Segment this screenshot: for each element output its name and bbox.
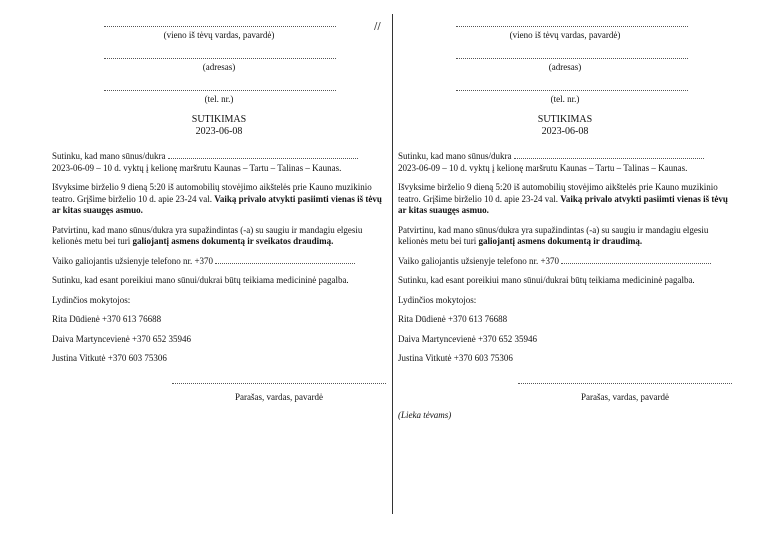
pickup-requirement: Vaiką privalo atvykti pasiimti vienas iš tėvų ar kitas suaugęs asmuo. bbox=[398, 193, 728, 215]
teachers-label: Lydinčios mokytojos: bbox=[52, 294, 131, 305]
medical-consent: Sutinku, kad esant poreikiui mano sūnui/dukrai būtų teikiama medicininė pagalba. bbox=[398, 275, 695, 285]
form-date: 2023-06-08 bbox=[195, 126, 243, 137]
parent-name-caption: (vieno iš tėvų vardas, pavardė) bbox=[509, 30, 621, 40]
teachers-label: Lydinčios mokytojos: bbox=[398, 294, 477, 305]
address-caption: (adresas) bbox=[202, 62, 236, 72]
child-phone-paragraph bbox=[398, 256, 732, 268]
page-divider bbox=[392, 14, 393, 514]
child-phone-paragraph bbox=[52, 256, 386, 268]
documents-requirement: galiojantį asmens dokumentą ir draudimą. bbox=[478, 236, 643, 246]
phone-caption: (tel. nr.) bbox=[204, 94, 234, 104]
confirmation-text: Patvirtinu, kad mano sūnus/dukra yra supažindintas (-a) su saugiu ir mandagiu elgesiu kelionės metu bei turi bbox=[52, 224, 363, 246]
phone-line[interactable] bbox=[456, 82, 688, 91]
signature-line[interactable] bbox=[172, 375, 386, 384]
phone-field bbox=[398, 82, 732, 104]
signature-caption: Parašas, vardas, pavardė bbox=[581, 391, 669, 402]
parent-name-field bbox=[398, 18, 732, 40]
signature-block bbox=[398, 375, 732, 402]
confirmation-text: Patvirtinu, kad mano sūnus/dukra yra supažindintas (-a) su saugiu ir mandagiu elgesiu kelionės metu bei turi bbox=[398, 224, 709, 246]
confirmation-paragraph bbox=[52, 225, 386, 248]
parent-copy-note: (Lieka tėvams) bbox=[398, 409, 452, 420]
child-name-line[interactable] bbox=[168, 158, 358, 159]
teacher-item: Daiva Martyncevienė +370 652 35946 bbox=[52, 333, 192, 344]
form-title: SUTIKIMAS bbox=[537, 114, 593, 125]
consent-start: Sutinku, kad mano sūnus/dukra bbox=[398, 151, 512, 161]
consent-paragraph bbox=[398, 151, 732, 174]
documents-requirement: galiojantį asmens dokumentą ir sveikatos draudimą. bbox=[132, 236, 334, 246]
signature-line[interactable] bbox=[518, 375, 732, 384]
form-title: SUTIKIMAS bbox=[191, 114, 247, 125]
parent-name-line[interactable] bbox=[456, 18, 688, 27]
teacher-item: Rita Dūdienė +370 613 76688 bbox=[52, 314, 162, 324]
address-field bbox=[398, 50, 732, 72]
parent-name-caption: (vieno iš tėvų vardas, pavardė) bbox=[163, 30, 275, 40]
parent-name-line[interactable] bbox=[104, 18, 336, 27]
pickup-requirement: Vaiką privalo atvykti pasiimti vienas iš tėvų ar kitas suaugęs asmuo. bbox=[52, 193, 382, 215]
departure-text: Išvyksime birželio 9 dieną 5:20 iš automobilių stovėjimo aikštelės prie Kauno muzikinio teatro. Grįšime birželio 10 d. apie 23-24 val. bbox=[52, 182, 372, 204]
address-field bbox=[52, 50, 386, 72]
teacher-item: Justina Vitkutė +370 603 75306 bbox=[398, 353, 513, 363]
address-caption: (adresas) bbox=[548, 62, 582, 72]
signature-caption: Parašas, vardas, pavardė bbox=[235, 391, 323, 402]
teacher-item: Daiva Martyncevienė +370 652 35946 bbox=[398, 333, 538, 344]
teacher-item: Rita Dūdienė +370 613 76688 bbox=[398, 314, 508, 324]
child-phone-line[interactable] bbox=[561, 263, 711, 264]
confirmation-paragraph bbox=[398, 225, 732, 248]
departure-paragraph bbox=[398, 182, 732, 217]
consent-rest: 2023-06-09 – 10 d. vyktų į kelionę maršrutu Kaunas – Tartu – Talinas – Kaunas. bbox=[52, 162, 342, 173]
form-date: 2023-06-08 bbox=[541, 126, 589, 137]
consent-form-right bbox=[398, 18, 732, 420]
child-phone-line[interactable] bbox=[215, 263, 355, 264]
teacher-item: Justina Vitkutė +370 603 75306 bbox=[52, 353, 167, 363]
consent-rest: 2023-06-09 – 10 d. vyktų į kelionę maršrutu Kaunas – Tartu – Talinas – Kaunas. bbox=[398, 162, 688, 173]
phone-caption: (tel. nr.) bbox=[550, 94, 580, 104]
child-phone-label: Vaiko galiojantis užsienyje telefono nr. +370 bbox=[398, 255, 560, 266]
form-heading bbox=[398, 114, 732, 138]
signature-block bbox=[52, 375, 386, 402]
child-name-line[interactable] bbox=[514, 158, 704, 159]
form-heading bbox=[52, 114, 386, 138]
phone-line[interactable] bbox=[104, 82, 336, 91]
parent-name-field bbox=[52, 18, 386, 40]
child-phone-label: Vaiko galiojantis užsienyje telefono nr. +370 bbox=[52, 255, 214, 266]
address-line[interactable] bbox=[456, 50, 688, 59]
consent-start: Sutinku, kad mano sūnus/dukra bbox=[52, 151, 166, 161]
departure-paragraph bbox=[52, 182, 386, 217]
address-line[interactable] bbox=[104, 50, 336, 59]
medical-consent: Sutinku, kad esant poreikiui mano sūnui/dukrai būtų teikiama medicininė pagalba. bbox=[52, 275, 349, 285]
departure-text: Išvyksime birželio 9 dieną 5:20 iš automobilių stovėjimo aikštelės prie Kauno muzikinio teatro. Grįšime birželio 10 d. apie 23-24 val. bbox=[398, 182, 718, 204]
consent-form-left bbox=[52, 18, 386, 402]
phone-field bbox=[52, 82, 386, 104]
consent-paragraph bbox=[52, 151, 386, 174]
cut-marker: // bbox=[374, 21, 381, 32]
